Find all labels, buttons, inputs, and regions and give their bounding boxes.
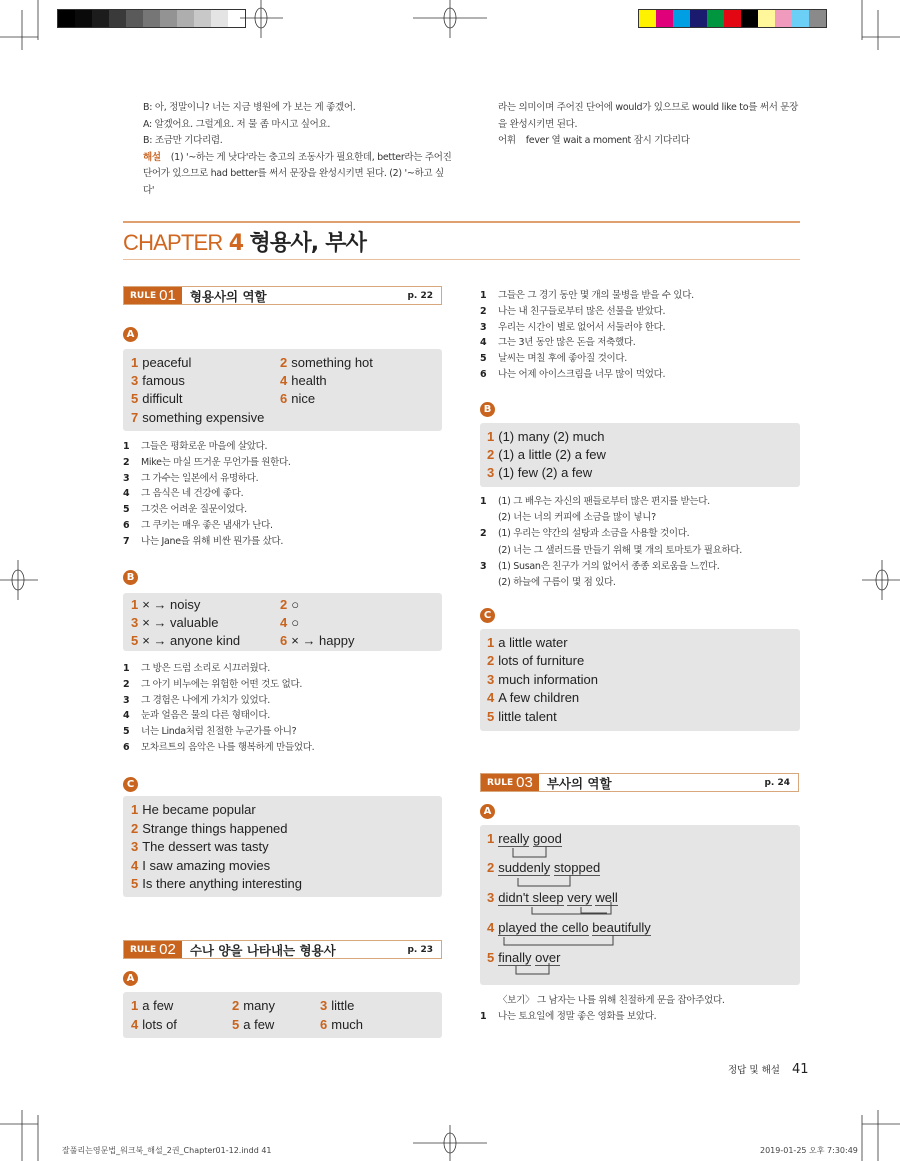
explain-text: (1) '~하는 게 낫다'라는 충고의 조동사가 필요한데, better라는 주어진 <box>170 151 452 163</box>
translation: 나는 Jane을 위해 비싼 뭔가를 샀다. <box>141 535 284 547</box>
answer: The dessert was tasty <box>142 839 269 854</box>
chapter-rule-top <box>123 221 800 223</box>
answer: I saw amazing movies <box>142 858 271 873</box>
section-badge-c: C <box>480 608 495 623</box>
answer-box-r3-a: 1 really good 2 suddenly stopped 3 didn't sleep very well 4 played the cello beautifully 5 finally over <box>480 825 800 985</box>
answer: little talent <box>498 709 557 724</box>
translation-list-r1-a: 1 그들은 평화로운 마을에 살았다. 2 Mike는 마실 뜨거운 무언가를 원한다. 3 그 가수는 일본에서 유명하다. 4 그 음식은 네 건강에 좋다. 5 그것은 어려운 질문이었다. 6 그 쿠키는 매우 좋은 냄새가 난다. 7 나는 Jane을 위해 비싼 뭔가를 샀다. <box>123 439 291 550</box>
explain-text: 단어가 있으므로 had better를 써서 문장을 완성시키면 된다. (2) '~하고 싶다' <box>143 168 444 196</box>
rule-header-03 <box>480 773 799 792</box>
answer: something hot <box>291 355 373 370</box>
answer: × → noisy <box>142 597 201 612</box>
translation: (1) 그 배우는 자신의 팬들로부터 많은 편지를 받는다. <box>498 496 710 507</box>
answer: He became popular <box>142 802 256 817</box>
modified-word: didn't sleep <box>498 890 564 905</box>
modifier: really <box>498 831 530 846</box>
page-number: 41 <box>791 1062 809 1077</box>
translation: 그들은 평화로운 마을에 살았다. <box>141 441 268 452</box>
section-badge-a: A <box>480 804 495 819</box>
answer: lots of furniture <box>498 653 585 668</box>
translation: (2) 너는 너의 커피에 소금을 많이 넣니? <box>498 512 656 524</box>
slug-file: 잘풀리는영문법_워크북_해설_2권_Chapter01-12.indd 41 <box>62 1146 272 1155</box>
modifier: finally <box>498 950 532 965</box>
rule-tag: RULE <box>130 944 157 955</box>
modifier: beautifully <box>592 920 651 935</box>
section-badge-b: B <box>123 570 138 585</box>
answer: something expensive <box>142 410 265 425</box>
answer: × → anyone kind <box>142 633 241 648</box>
answer: little <box>331 998 355 1013</box>
explain-text: 을 완성시키면 된다. <box>498 118 578 130</box>
answer: a few <box>243 1017 275 1032</box>
explain-label: 해설 <box>143 151 161 163</box>
answer: × → happy <box>291 633 355 648</box>
answer-box-r1-b: 1 × → noisy 2 ○ 3 × → valuable 4 ○ 5 × → anyone kind 6 × → happy <box>123 593 442 651</box>
rule-number: 01 <box>159 287 176 304</box>
answer-box-r1-c: 1 He became popular 2 Strange things happened 3 The dessert was tasty 4 I saw amazing movies 5 Is there anything interesting <box>123 796 442 897</box>
translation-list-r1-b: 1 그 방은 드럼 소리로 시끄러웠다. 2 그 아기 비누에는 위험한 어떤 것도 없다. 3 그 경험은 나에게 가치가 있었다. 4 눈과 얼음은 물의 다른 형태이다. 5 너는 Linda처럼 친절한 누군가를 아니? 6 모차르트의 음악은 나를 행복하게 만들었다. <box>123 661 314 756</box>
modified-word: over <box>535 950 561 965</box>
translation-list-r2-a: 1 그들은 그 경기 동안 몇 개의 물병을 받을 수 있다. 2 나는 내 친구들로부터 많은 선물을 받았다. 3 우리는 시간이 별로 없어서 서둘러야 한다. 4 그는 3년 동안 많은 돈을 저축했다. 5 날씨는 며칠 후에 좋아질 것이다. 6 나는 어제 아이스크림을 너무 많이 먹었다. <box>480 288 694 383</box>
answer: A few children <box>498 690 580 705</box>
rule-number: 02 <box>159 941 176 958</box>
explain-text: 라는 의미이며 주어진 단어에 would가 있으므로 would like to를 써서 문장 <box>498 102 799 113</box>
translation: 그 아기 비누에는 위험한 어떤 것도 없다. <box>141 678 303 690</box>
translation: Mike는 마실 뜨거운 무언가를 원한다. <box>141 456 291 468</box>
answer: much <box>331 1017 364 1032</box>
slug-date: 2019-01-25 오후 7:30:49 <box>760 1146 858 1155</box>
vocab-text: fever 열 wait a moment 잠시 기다리다 <box>525 135 690 146</box>
modifier: suddenly <box>498 860 551 875</box>
answer: a little water <box>498 635 568 650</box>
translation: 그들은 그 경기 동안 몇 개의 물병을 받을 수 있다. <box>498 290 694 301</box>
translation: (1) 우리는 약간의 설탕과 소금을 사용할 것이다. <box>498 528 690 540</box>
answer: much information <box>498 672 598 687</box>
modifier: very <box>567 890 592 905</box>
answer: (1) many (2) much <box>498 429 605 444</box>
translation: 나는 어제 아이스크림을 너무 많이 먹었다. <box>498 368 666 380</box>
translation: 그는 3년 동안 많은 돈을 저축했다. <box>498 337 636 349</box>
rule-number: 03 <box>516 774 533 791</box>
modified-word: good <box>532 831 562 846</box>
translation: 그 음식은 네 건강에 좋다. <box>141 488 244 500</box>
translation: 그것은 어려운 질문이었다. <box>141 504 247 516</box>
chapter-title <box>123 226 366 257</box>
answer: (1) few (2) a few <box>498 465 593 480</box>
modified-word: stopped <box>553 860 601 875</box>
example-r3: 〈보기〉 그 남자는 나를 위해 친절하게 문을 잡아주었다. 1 나는 토요일에 정말 좋은 영화를 보았다. <box>480 993 725 1025</box>
translation: 날씨는 며칠 후에 좋아질 것이다. <box>498 353 628 365</box>
answer: famous <box>142 373 185 388</box>
translation: 우리는 시간이 별로 없어서 서둘러야 한다. <box>498 321 666 333</box>
rule-page: p. 24 <box>764 777 790 788</box>
translation: 나는 토요일에 정말 좋은 영화를 보았다. <box>498 1010 657 1022</box>
translation: 눈과 얼음은 물의 다른 형태이다. <box>141 710 271 722</box>
section-badge-a: A <box>123 971 138 986</box>
chapter-number: 4 <box>228 231 244 256</box>
answer: nice <box>291 391 316 406</box>
answer: lots of <box>142 1017 177 1032</box>
section-badge-b: B <box>480 402 495 417</box>
rule-tag: RULE <box>130 290 157 301</box>
section-badge-a: A <box>123 327 138 342</box>
translation: 너는 Linda처럼 친절한 누군가를 아니? <box>141 726 297 738</box>
rule-title: 수나 양을 나타내는 형용사 <box>189 942 336 958</box>
translation-list-r2-b: 1 (1) 그 배우는 자신의 팬들로부터 많은 편지를 받는다. (2) 너는 너의 커피에 소금을 많이 넣니? 2 (1) 우리는 약간의 설탕과 소금을 사용할 것이다. (2) 너는 그 샐러드를 만들기 위해 몇 개의 토마토가 필요하다. 3 (1) Susan은 친구가 거의 없어서 종종 외로움을 느낀다. (2) 하늘에 구름이 몇 점 있다. <box>480 494 742 591</box>
rule-header-01 <box>123 286 442 305</box>
answer-box-r2-b: 1 (1) many (2) much 2 (1) a little (2) a few 3 (1) few (2) a few <box>480 423 800 487</box>
rule-header-02 <box>123 940 442 959</box>
translation: 나는 내 친구들로부터 많은 선물을 받았다. <box>498 305 666 317</box>
translation: 그 가수는 일본에서 유명하다. <box>141 472 259 484</box>
intro-left <box>143 100 453 199</box>
section-badge-c: C <box>123 777 138 792</box>
rule-page: p. 23 <box>407 944 433 955</box>
footer-section: 정답 및 해설 <box>728 1065 780 1076</box>
page-footer <box>728 1062 808 1077</box>
translation: 모차르트의 음악은 나를 행복하게 만들었다. <box>141 741 315 753</box>
translation: 그 방은 드럼 소리로 시끄러웠다. <box>141 663 271 674</box>
modified-word: played the cello <box>498 920 589 935</box>
answer: peaceful <box>142 355 192 370</box>
answer: ○ <box>291 597 300 612</box>
translation: 그 경험은 나에게 가치가 있었다. <box>141 694 271 706</box>
answer: many <box>243 998 276 1013</box>
rule-tag: RULE <box>487 777 514 788</box>
answer: × → valuable <box>142 615 219 630</box>
answer: ○ <box>291 615 300 630</box>
translation: (1) Susan은 친구가 거의 없어서 종종 외로움을 느낀다. <box>498 560 720 572</box>
dialogue-line: B: 조금만 기다리렴. <box>143 135 223 146</box>
answer-box-r2-c: 1 a little water 2 lots of furniture 3 much information 4 A few children 5 little talent <box>480 629 800 731</box>
dialogue-line: B: 아, 정말이니? 너는 지금 병원에 가 보는 게 좋겠어. <box>143 102 356 113</box>
chapter-prefix: CHAPTER <box>123 230 223 255</box>
translation: (2) 하늘에 구름이 몇 점 있다. <box>498 577 616 589</box>
answer-box-r1-a: 1 peaceful 2 something hot 3 famous 4 health 5 difficult 6 nice 7 something expensive <box>123 349 442 431</box>
translation: (2) 너는 그 샐러드를 만들기 위해 몇 개의 토마토가 필요하다. <box>498 544 742 556</box>
modification-arrows <box>480 825 800 985</box>
rule-page: p. 22 <box>407 290 433 301</box>
answer-box-r2-a: 1 a few 2 many 3 little 4 lots of 5 a few 6 much <box>123 992 442 1038</box>
answer: Strange things happened <box>142 821 288 836</box>
example-sentence: 〈보기〉 그 남자는 나를 위해 친절하게 문을 잡아주었다. <box>498 995 725 1006</box>
chapter-name: 형용사, 부사 <box>249 231 367 256</box>
chapter-rule-bottom <box>123 259 800 260</box>
modifier: well <box>595 890 618 905</box>
answer: (1) a little (2) a few <box>498 447 606 462</box>
answer: Is there anything interesting <box>142 876 302 891</box>
rule-title: 부사의 역할 <box>546 775 612 791</box>
answer: a few <box>142 998 174 1013</box>
dialogue-line: A: 알겠어요. 그럴게요. 저 물 좀 마시고 싶어요. <box>143 118 331 130</box>
answer: health <box>291 373 327 388</box>
translation: 그 쿠키는 매우 좋은 냄새가 난다. <box>141 519 273 531</box>
rule-title: 형용사의 역할 <box>189 288 267 304</box>
answer: difficult <box>142 391 183 406</box>
intro-right <box>498 100 818 150</box>
vocab-label: 어휘 <box>498 135 516 146</box>
